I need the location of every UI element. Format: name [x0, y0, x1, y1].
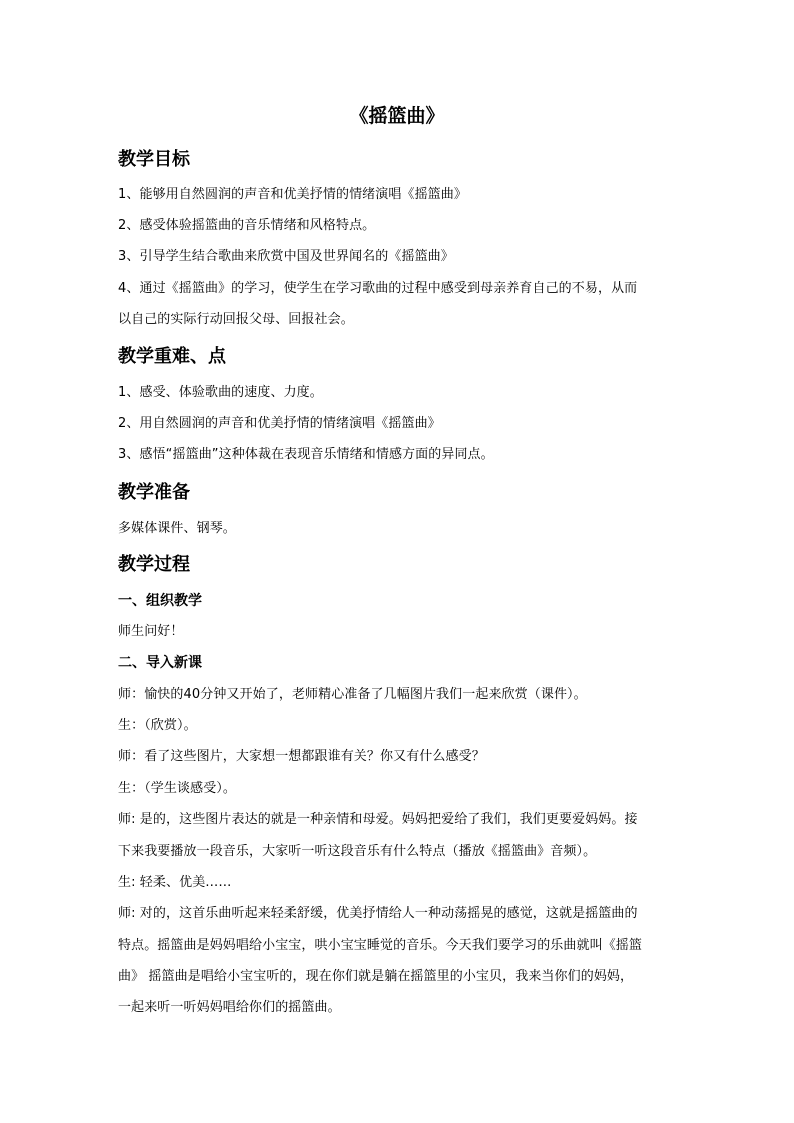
heading-objectives: 教学目标	[118, 149, 190, 170]
dialogue-line-3: 师：看了这些图片，大家想一想都跟谁有关？你又有什么感受？	[118, 749, 485, 764]
dialogue-line-9: 特点。摇篮曲是妈妈唱给小宝宝，哄小宝宝睡觉的音乐。今天我们要学习的乐曲就叫《摇篮	[118, 938, 643, 953]
objective-item-4-cont: 以自己的实际行动回报父母、回报社会。	[118, 312, 354, 327]
dialogue-line-7: 生: 轻柔、优美……	[118, 875, 232, 890]
heading-process: 教学过程	[118, 554, 190, 575]
dialogue-line-10: 曲》 摇篮曲是唱给小宝宝听的，现在你们就是躺在摇篮里的小宝贝，我来当你们的妈妈，	[118, 969, 634, 984]
dialogue-line-6: 下来我要播放一段音乐，大家听一听这段音乐有什么特点（播放《摇篮曲》音频）。	[118, 844, 597, 859]
objective-item-4: 4、通过《摇篮曲》的学习，使学生在学习歌曲的过程中感受到母亲养育自己的不易，从而	[118, 281, 638, 296]
objective-item-3: 3、引导学生结合歌曲来欣赏中国及世界闻名的《摇篮曲》	[118, 249, 454, 264]
dialogue-line-8: 师: 对的，这首乐曲听起来轻柔舒缓，优美抒情给人一种动荡摇晃的感觉，这就是摇篮曲的	[118, 906, 638, 921]
document-title: 《摇篮曲》	[349, 105, 445, 127]
subheading-intro: 二、导入新课	[118, 655, 202, 671]
process-line-greeting: 师生问好！	[118, 624, 184, 639]
dialogue-line-2: 生：（欣赏）。	[118, 718, 197, 733]
subheading-organize: 一、组织教学	[118, 593, 202, 609]
dialogue-line-4: 生：（学生谈感受）。	[118, 781, 237, 796]
key-point-item-1: 1、感受、体验歌曲的速度、力度。	[118, 385, 323, 400]
dialogue-line-11: 一起来听一听妈妈唱给你们的摇篮曲。	[118, 1000, 341, 1015]
dialogue-line-5: 师: 是的，这些图片表达的就是一种亲情和母爱。妈妈把爱给了我们，我们更要爱妈妈。接	[118, 812, 638, 827]
key-point-item-2: 2、用自然圆润的声音和优美抒情的情绪演唱《摇篮曲》	[118, 416, 441, 431]
objective-item-2: 2、感受体验摇篮曲的音乐情绪和风格特点。	[118, 218, 376, 233]
key-point-item-3: 3、感悟“摇篮曲”这种体裁在表现音乐情绪和情感方面的异同点。	[118, 447, 494, 462]
objective-item-1: 1、能够用自然圆润的声音和优美抒情的情绪演唱《摇篮曲》	[118, 187, 467, 202]
heading-preparation: 教学准备	[118, 482, 190, 503]
preparation-item-1: 多媒体课件、钢琴。	[118, 521, 236, 536]
dialogue-line-1: 师：愉快的40分钟又开始了，老师精心准备了几幅图片我们一起来欣赏（课件）。	[118, 687, 587, 702]
heading-key-points: 教学重难、点	[118, 346, 226, 367]
